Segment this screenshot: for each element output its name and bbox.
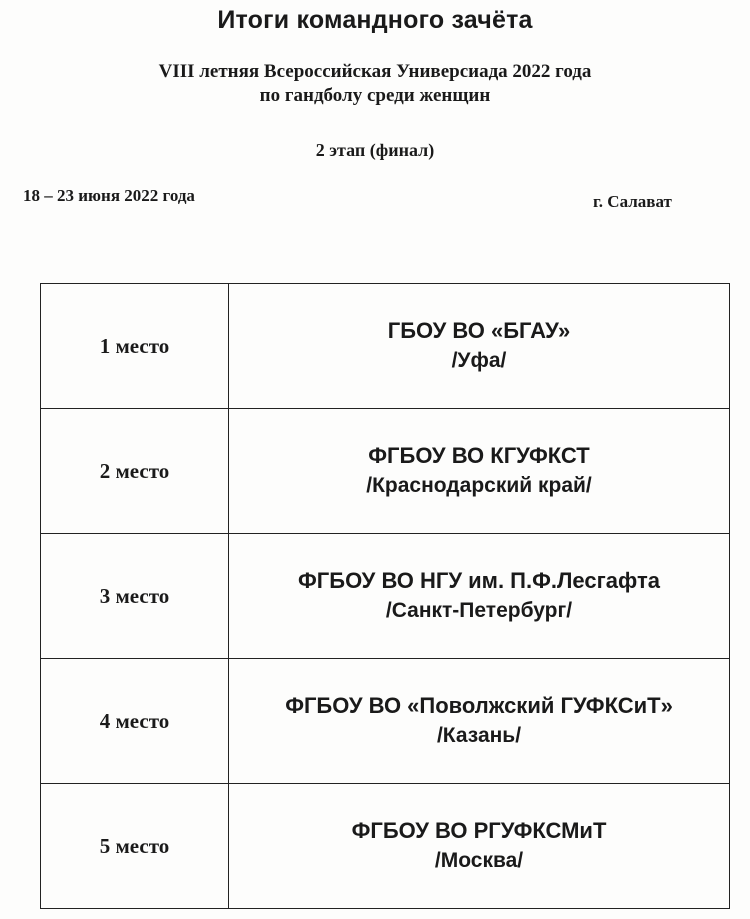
place-cell xyxy=(41,659,229,784)
place-cell xyxy=(41,284,229,409)
event-dates: 18 – 23 июня 2022 года xyxy=(23,186,195,205)
place-label: 3 место xyxy=(99,583,170,608)
stage-label: 2 этап (финал) xyxy=(315,140,435,160)
team-location: /Уфа/ xyxy=(451,349,507,372)
place-label: 4 место xyxy=(99,708,170,733)
team-cell xyxy=(229,409,730,534)
team-cell xyxy=(229,284,730,409)
table-row xyxy=(41,409,730,534)
event-discipline: по гандболу среди женщин xyxy=(259,85,491,106)
team-location: /Санкт-Петербург/ xyxy=(385,599,573,622)
team-name: ФГБОУ ВО КГУФКСТ xyxy=(368,443,590,468)
place-cell xyxy=(41,409,229,534)
table-row xyxy=(41,784,730,909)
team-name: ФГБОУ ВО РГУФКСМиТ xyxy=(351,818,607,843)
team-name: ФГБОУ ВО «Поволжский ГУФКСиТ» xyxy=(285,693,673,718)
team-location: /Краснодарский край/ xyxy=(366,474,592,497)
place-cell xyxy=(41,534,229,659)
team-name: ФГБОУ ВО НГУ им. П.Ф.Лесгафта xyxy=(298,568,660,593)
table-row xyxy=(41,659,730,784)
team-cell xyxy=(229,659,730,784)
table-row xyxy=(41,284,730,409)
event-city: г. Салават xyxy=(593,192,672,211)
table-row xyxy=(41,534,730,659)
place-cell xyxy=(41,784,229,909)
team-cell xyxy=(229,534,730,659)
place-label: 5 место xyxy=(99,833,170,858)
place-label: 2 место xyxy=(99,458,170,483)
team-name: ГБОУ ВО «БГАУ» xyxy=(387,318,571,343)
team-location: /Казань/ xyxy=(436,724,522,747)
document-title: Итоги командного зачёта xyxy=(217,6,533,34)
place-label: 1 место xyxy=(99,333,170,358)
results-table xyxy=(40,283,730,909)
team-cell xyxy=(229,784,730,909)
team-location: /Москва/ xyxy=(434,849,524,872)
event-name: VIII летняя Всероссийская Универсиада 2022 года xyxy=(158,61,592,82)
